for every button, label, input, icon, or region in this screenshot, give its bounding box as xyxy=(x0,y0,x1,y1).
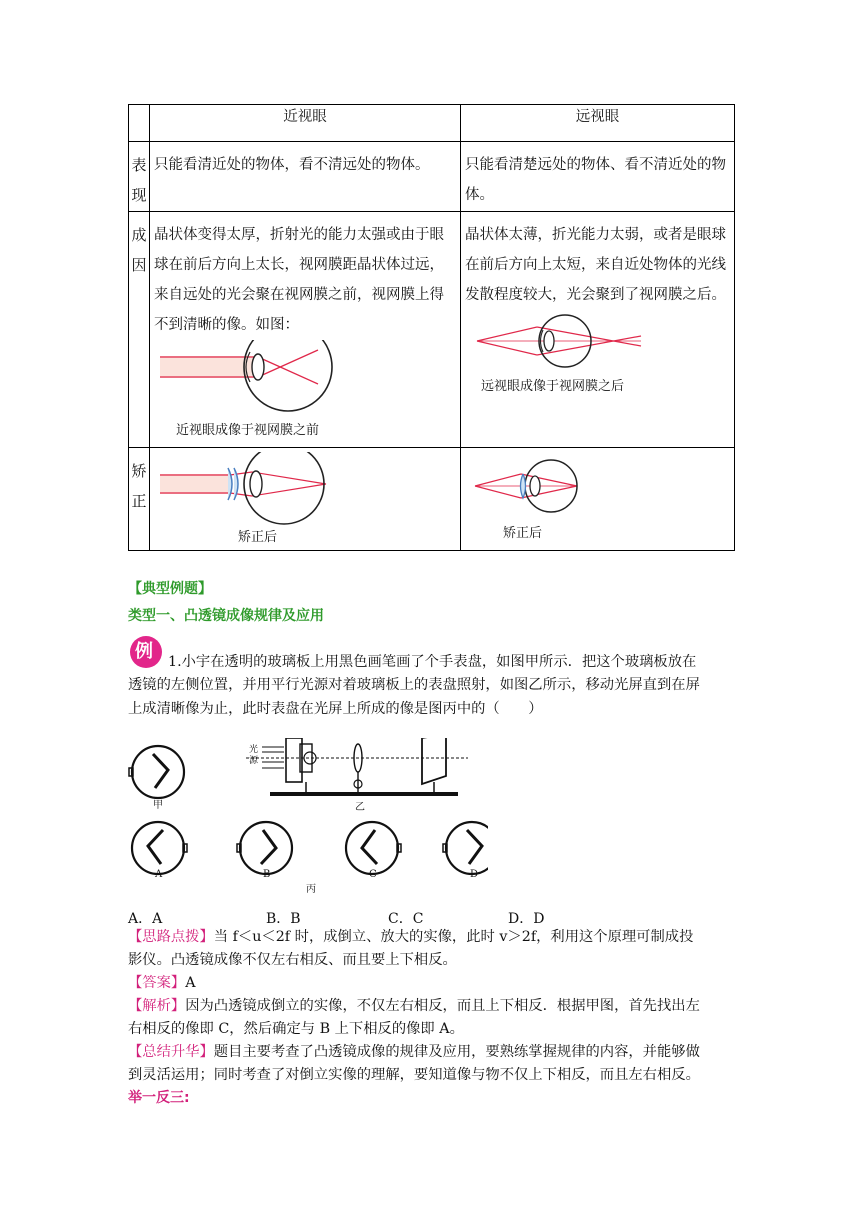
light-ray xyxy=(475,486,521,498)
row-label-symptom xyxy=(129,142,150,212)
answer-tag: 【答案】 xyxy=(128,975,186,991)
row-label-line: 成 xyxy=(131,226,147,244)
summary-line: 到灵活运用；同时考查了对倒立实像的理解，要知道像与物不仅上下相反，而且左右相反。 xyxy=(128,1067,700,1083)
row-label-line: 矫 xyxy=(131,462,147,480)
myopia-symptom-cell xyxy=(150,142,461,212)
light-ray xyxy=(258,357,318,384)
myopia-diagram-caption: 近视眼成像于视网膜之前 xyxy=(176,423,320,438)
eye-lens xyxy=(530,476,540,496)
label-jia: 甲 xyxy=(153,800,163,811)
hyperopia-symptom-cell xyxy=(461,142,735,212)
light-beam xyxy=(160,474,230,494)
light-ray xyxy=(521,474,577,486)
hyperopia-cause-text: 晶状体太薄，折光能力太弱，或者是眼球 xyxy=(465,227,726,243)
hyperopia-symptom-text: 体。 xyxy=(465,187,494,203)
header-myopia: 近视眼 xyxy=(150,105,461,142)
eye-comparison-table xyxy=(128,104,735,551)
option-c[interactable]: C．C xyxy=(388,911,424,927)
row-label-cause xyxy=(129,212,150,448)
clock-figure xyxy=(128,738,488,898)
light-ray xyxy=(521,486,577,498)
myopia-cause-cell xyxy=(150,212,461,448)
label-c: C xyxy=(369,869,377,880)
summary-text: 题目主要考查了凸透镜成像的规律及应用，要熟练掌握规律的内容，并能够做 xyxy=(213,1044,700,1060)
eye-lens xyxy=(250,471,262,497)
light-ray xyxy=(477,341,537,355)
option-b[interactable]: B．B xyxy=(266,911,301,927)
hyperopia-corrected-diagram xyxy=(469,454,669,524)
clock-option-a xyxy=(132,822,187,874)
light-ray xyxy=(230,493,252,496)
light-ray xyxy=(230,472,252,475)
explain-text: 因为凸透镜成倒立的实像，不仅左右相反，而且上下相反．根据甲图，首先找出左 xyxy=(185,998,700,1014)
option-d[interactable]: D．D xyxy=(508,911,545,927)
myopia-symptom-text: 只能看清近处的物体，看不清远处的物体。 xyxy=(154,157,430,173)
light-beam xyxy=(160,356,256,378)
myopia-cause-text: 来自远处的光会聚在视网膜之前，视网膜上得 xyxy=(154,287,444,303)
hint-line xyxy=(128,926,693,949)
light-ray xyxy=(258,350,318,377)
table-row xyxy=(129,142,735,212)
clock-jia xyxy=(129,746,184,798)
table-corner-cell xyxy=(129,105,150,142)
question-line: 1.小宇在透明的玻璃板上用黑色画笔画了个手表盘，如图甲所示．把这个玻璃板放在 xyxy=(168,654,697,670)
hyperopia-cause-cell xyxy=(461,212,735,448)
label-d: D xyxy=(470,869,479,880)
myopia-cause-text: 晶状体变得太厚，折射光的能力太强或由于眼 xyxy=(154,227,444,243)
option-a[interactable]: A．A xyxy=(128,911,163,927)
row-label-line: 现 xyxy=(131,186,147,204)
question-line: 上成清晰像为止，此时表盘在光屏上所成的像是图丙中的（ ） xyxy=(128,701,543,717)
hyperopia-cause-text: 发散程度较大，光会聚到了视网膜之后。 xyxy=(465,287,726,303)
concave-lens xyxy=(228,468,238,500)
example-badge-label: 例 xyxy=(135,641,153,662)
row-label-correction xyxy=(129,448,150,551)
hyperopia-cause-text: 在前后方向上太短，来自近处物体的光线 xyxy=(465,257,726,273)
type-heading: 类型一、凸透镜成像规律及应用 xyxy=(128,608,324,624)
myopia-corrected-diagram xyxy=(156,452,356,536)
summary-tag: 【总结升华】 xyxy=(128,1044,214,1060)
myopia-cause-text: 球在前后方向上太长，视网膜距晶状体过远， xyxy=(154,257,444,273)
hint-tag: 【思路点拨】 xyxy=(128,929,214,945)
header-hyperopia: 远视眼 xyxy=(461,105,735,142)
answer-line xyxy=(128,972,196,995)
hyperopia-corrected-caption: 矫正后 xyxy=(503,526,543,541)
hyperopia-symptom-text: 只能看清楚远处的物体、看不清近处的物 xyxy=(465,157,726,173)
followup-heading: 举一反三: xyxy=(128,1090,190,1106)
hint-text: 当 f＜u＜2f 时，成倒立、放大的实像，此时 v＞2f，利用这个原理可制成投 xyxy=(213,929,694,945)
table-row xyxy=(129,448,735,551)
table-header-row xyxy=(129,105,735,142)
summary-line xyxy=(128,1041,700,1064)
question-line: 透镜的左侧位置，并用平行光源对着玻璃板上的表盘照射，如图乙所示，移动光屏直到在屏 xyxy=(128,677,700,693)
table-row xyxy=(129,212,735,448)
hint-line: 影仪。凸透镜成像不仅左右相反、而且要上下相反。 xyxy=(128,952,457,968)
myopia-corrected-caption: 矫正后 xyxy=(238,530,278,545)
label-yi: 乙 xyxy=(355,802,365,813)
myopia-correction-cell xyxy=(150,448,461,551)
clock-option-b xyxy=(237,822,292,874)
label-b: B xyxy=(263,869,271,880)
explain-line: 右相反的像即 C，然后确定与 B 上下相反的像即 A。 xyxy=(128,1021,464,1037)
light-ray xyxy=(475,474,521,486)
label-a: A xyxy=(155,869,163,880)
light-ray xyxy=(477,327,537,341)
hyperopia-correction-cell xyxy=(461,448,735,551)
label-light-source: 光源 xyxy=(249,745,259,766)
hyperopia-diagram-caption: 远视眼成像于视网膜之后 xyxy=(481,379,625,394)
convex-lens xyxy=(521,474,526,498)
row-label-line: 表 xyxy=(131,156,147,174)
eye-lens xyxy=(544,331,554,351)
answer-value: A xyxy=(185,975,196,991)
clock-option-c xyxy=(346,822,401,874)
explain-tag: 【解析】 xyxy=(128,998,186,1014)
light-ray xyxy=(252,472,326,484)
row-label-line: 正 xyxy=(131,492,147,510)
row-label-line: 因 xyxy=(131,256,147,274)
hyperopia-eye-diagram xyxy=(465,310,665,372)
myopia-cause-text: 不到清晰的像。如图： xyxy=(154,317,299,333)
clock-option-d xyxy=(443,822,488,874)
explain-line xyxy=(128,995,700,1018)
eye-lens xyxy=(252,354,264,380)
section-heading: 【典型例题】 xyxy=(128,581,212,597)
label-bing: 丙 xyxy=(306,884,316,895)
optical-bench xyxy=(246,738,468,796)
light-ray xyxy=(252,484,326,496)
